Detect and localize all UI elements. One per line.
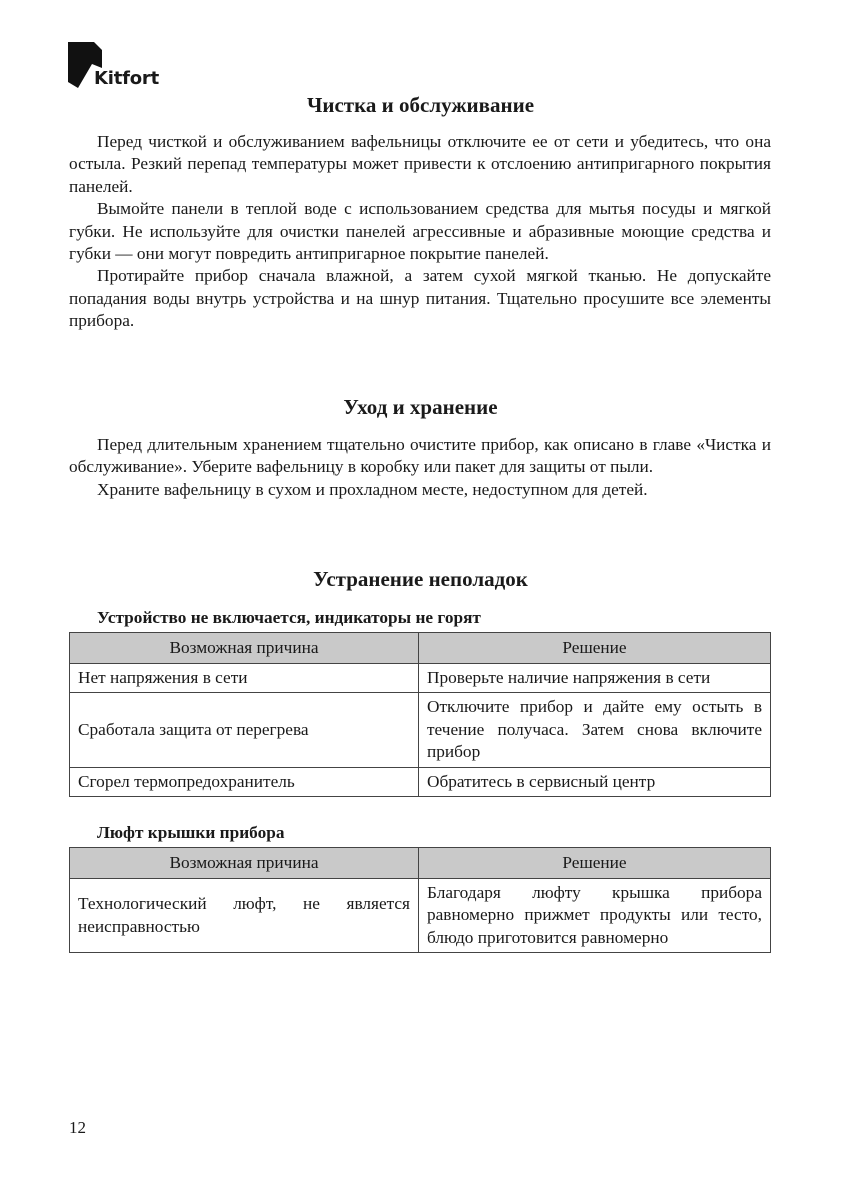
table-header-row <box>70 633 771 664</box>
table-row <box>70 664 771 693</box>
page-number: 12 <box>69 1118 86 1137</box>
paragraph: Храните вафельницу в сухом и прохладном месте, недоступном для детей. <box>97 479 648 499</box>
section-title-storage: Уход и хранение <box>343 395 498 419</box>
section-title-cleaning: Чистка и обслуживание <box>306 93 535 117</box>
solution-cell: Отключите прибор и дайте ему остыть в течение получаса. Затем снова включите прибор <box>419 693 771 767</box>
cause-cell: Сработала защита от перегрева <box>70 693 419 767</box>
paragraph: Протирайте прибор сначала влажной, а затем сухой мягкой тканью. Не допускайте попадания воды внутрь устройства и на шнур питания. Тщательно просушите все элементы прибора. <box>69 266 771 331</box>
paragraph: Перед чисткой и обслуживанием вафельницы отключите ее от сети и убедитесь, что она остыла. Резкий перепад температуры может привести к отслоению антипригарного покрытия панелей. <box>69 132 771 196</box>
header-cell: Решение <box>419 848 771 879</box>
table-row <box>70 767 771 796</box>
storage-text <box>69 434 771 501</box>
solution-cell: Проверьте наличие напряжения в сети <box>419 664 771 693</box>
cause-cell: Сгорел термопредохранитель <box>70 767 419 796</box>
table-row <box>70 693 771 767</box>
paragraph: Перед длительным хранением тщательно очистите прибор, как описано в главе «Чистка и обслуживание». Уберите вафельницу в коробку или пакет для защиты от пыли. <box>69 435 771 477</box>
header-cell: Возможная причина <box>70 848 419 879</box>
kitfort-logo <box>68 42 178 90</box>
troubleshooting-table-1 <box>69 632 771 797</box>
brand-name: Kitfort <box>94 68 160 89</box>
cause-cell: Технологический люфт, не является неисправностью <box>70 879 419 953</box>
table2-heading: Люфт крышки прибора <box>97 823 285 842</box>
table1-heading: Устройство не включается, индикаторы не горят <box>97 608 481 627</box>
header-cell: Решение <box>419 633 771 664</box>
header-cell: Возможная причина <box>70 633 419 664</box>
cleaning-text <box>69 131 771 333</box>
solution-cell: Обратитесь в сервисный центр <box>419 767 771 796</box>
paragraph: Вымойте панели в теплой воде с использованием средства для мытья посуды и мягкой губки. Не используйте для очистки панелей агрессивные и абразивные моющие средства и губки — они могут повредить антипригарное покрытие панелей. <box>69 199 771 264</box>
section-title-troubleshooting: Устранение неполадок <box>313 567 528 591</box>
troubleshooting-table-2 <box>69 847 771 953</box>
table-row <box>70 879 771 953</box>
cause-cell: Нет напряжения в сети <box>70 664 419 693</box>
solution-cell: Благодаря люфту крышка прибора равномерно прижмет продукты или тесто, блюдо приготовится равномерно <box>419 879 771 953</box>
table-header-row <box>70 848 771 879</box>
